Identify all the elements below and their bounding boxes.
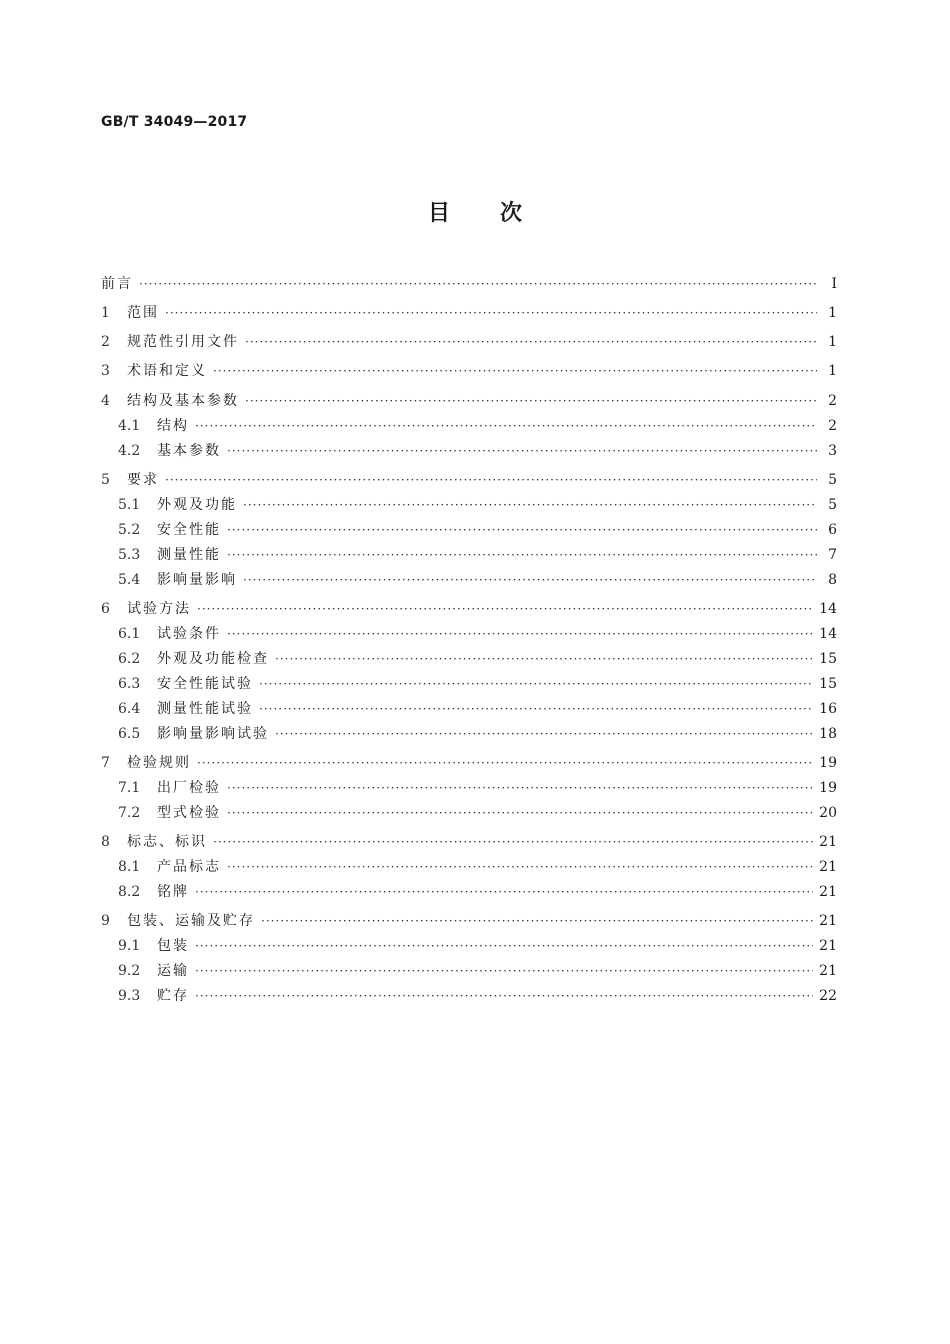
toc-subentry[interactable] [118, 494, 837, 516]
toc-leader-dots [213, 831, 813, 853]
toc-entry-label: 影响量影响试验 [157, 726, 269, 742]
toc-leader-dots [195, 881, 813, 903]
toc-subentry[interactable] [118, 856, 837, 878]
toc-entry[interactable] [101, 360, 837, 382]
toc-entry-number: 6.2 [118, 651, 141, 667]
toc-entry-label: 要求 [127, 472, 159, 488]
toc-entry-number: 6.5 [118, 726, 141, 742]
toc-entry-label: 包装 [157, 938, 189, 954]
toc-entry-page: 1 [828, 334, 837, 350]
toc-leader-dots [227, 802, 813, 824]
toc-entry-page: 21 [819, 834, 837, 850]
toc-entry-number: 4 [101, 393, 110, 409]
toc-entry-label: 检验规则 [127, 755, 191, 771]
toc-entry[interactable] [101, 331, 837, 353]
toc-subentry[interactable] [118, 415, 837, 437]
toc-entry-label: 贮存 [157, 988, 189, 1004]
toc-leader-dots [227, 856, 813, 878]
toc-entry-page: 1 [828, 363, 837, 379]
toc-entry[interactable] [101, 273, 837, 295]
toc-leader-dots [275, 723, 813, 745]
toc-leader-dots [195, 415, 817, 437]
toc-entry-number: 3 [101, 363, 110, 379]
toc-entry-label: 测量性能试验 [157, 701, 253, 717]
toc-leader-dots [259, 673, 813, 695]
toc-leader-dots [245, 331, 817, 353]
toc-entry-page: 3 [828, 443, 837, 459]
toc-entry-page: 2 [828, 418, 837, 434]
toc-leader-dots [259, 698, 813, 720]
toc-entry-label: 结构及基本参数 [127, 393, 239, 409]
toc-entry-label: 外观及功能 [157, 497, 237, 513]
toc-subentry[interactable] [118, 440, 837, 462]
toc-entry-page: 5 [828, 497, 837, 513]
toc-entry-label: 术语和定义 [127, 363, 207, 379]
toc-entry-label: 安全性能试验 [157, 676, 253, 692]
page-title: 目次 [427, 201, 572, 226]
toc-entry-page: 22 [819, 988, 837, 1004]
toc-entry-number: 5.1 [118, 497, 141, 513]
toc-leader-dots [197, 598, 813, 620]
toc-entry-page: 20 [819, 805, 837, 821]
toc-entry-number: 7.1 [118, 780, 141, 796]
toc-entry-label: 标志、标识 [127, 834, 207, 850]
toc-entry-number: 9.2 [118, 963, 141, 979]
toc-entry-page: 5 [828, 472, 837, 488]
toc-entry-page: 19 [819, 780, 837, 796]
toc-subentry[interactable] [118, 960, 837, 982]
toc-entry-number: 5.3 [118, 547, 141, 563]
toc-entry-number: 6.1 [118, 626, 141, 642]
toc-leader-dots [227, 519, 817, 541]
toc-leader-dots [165, 302, 817, 324]
toc-entry-page: 21 [819, 963, 837, 979]
toc-entry-label: 测量性能 [157, 547, 221, 563]
toc-entry-page: 21 [819, 859, 837, 875]
toc-entry-label: 规范性引用文件 [127, 334, 239, 350]
toc-subentry[interactable] [118, 569, 837, 591]
toc-leader-dots [213, 360, 817, 382]
toc-entry-label: 基本参数 [157, 443, 221, 459]
toc-entry-label: 影响量影响 [157, 572, 237, 588]
toc-leader-dots [195, 960, 813, 982]
toc-entry-number: 8.1 [118, 859, 141, 875]
toc-entry-label: 包装、运输及贮存 [127, 913, 255, 929]
toc-entry-page: 1 [828, 305, 837, 321]
toc-subentry[interactable] [118, 623, 837, 645]
toc-entry-number: 9 [101, 913, 110, 929]
toc-entry-page: 16 [819, 701, 837, 717]
toc-subentry[interactable] [118, 698, 837, 720]
toc-leader-dots [227, 623, 813, 645]
toc-entry-label: 结构 [157, 418, 189, 434]
toc-entry-page: 21 [819, 938, 837, 954]
toc-entry-number: 5.2 [118, 522, 141, 538]
toc-entry[interactable] [101, 598, 837, 620]
toc-leader-dots [227, 777, 813, 799]
toc-entry[interactable] [101, 302, 837, 324]
toc-entry-page: 15 [819, 676, 837, 692]
standard-code: GB/T 34049—2017 [101, 114, 248, 130]
toc-leader-dots [243, 569, 817, 591]
toc-leader-dots [139, 273, 817, 295]
toc-entry-number: 8 [101, 834, 110, 850]
toc-entry-label: 安全性能 [157, 522, 221, 538]
toc-entry-label: 型式检验 [157, 805, 221, 821]
toc-subentry[interactable] [118, 802, 837, 824]
toc-entry[interactable] [101, 469, 837, 491]
toc-subentry[interactable] [118, 519, 837, 541]
toc-entry-page: 21 [819, 913, 837, 929]
toc-entry-page: I [831, 276, 837, 292]
toc-entry-label: 试验条件 [157, 626, 221, 642]
toc-leader-dots [275, 648, 813, 670]
toc-leader-dots [195, 935, 813, 957]
toc-entry[interactable] [101, 910, 837, 932]
toc-entry-page: 2 [828, 393, 837, 409]
toc-entry[interactable] [101, 752, 837, 774]
toc-entry-label: 产品标志 [157, 859, 221, 875]
toc-leader-dots [245, 390, 817, 412]
toc-leader-dots [165, 469, 817, 491]
toc-entry-number: 6.4 [118, 701, 141, 717]
toc-leader-dots [261, 910, 813, 932]
toc-entry-page: 21 [819, 884, 837, 900]
toc-entry-number: 4.2 [118, 443, 141, 459]
toc-entry-label: 试验方法 [127, 601, 191, 617]
toc-entry-page: 18 [819, 726, 837, 742]
toc-entry-number: 7 [101, 755, 110, 771]
toc-entry[interactable] [101, 831, 837, 853]
toc-entry-page: 15 [819, 651, 837, 667]
toc-entry-number: 6 [101, 601, 110, 617]
toc-entry-label: 运输 [157, 963, 189, 979]
toc-entry-label: 出厂检验 [157, 780, 221, 796]
toc-leader-dots [227, 544, 817, 566]
toc-leader-dots [227, 440, 817, 462]
toc-entry-label: 范围 [127, 305, 159, 321]
toc-entry-number: 7.2 [118, 805, 141, 821]
toc-subentry[interactable] [118, 673, 837, 695]
toc-subentry[interactable] [118, 985, 837, 1007]
toc-entry[interactable] [101, 390, 837, 412]
toc-subentry[interactable] [118, 648, 837, 670]
toc-leader-dots [243, 494, 817, 516]
toc-entry-number: 5 [101, 472, 110, 488]
toc-entry-number: 9.1 [118, 938, 141, 954]
toc-subentry[interactable] [118, 777, 837, 799]
toc-entry-page: 14 [819, 601, 837, 617]
toc-subentry[interactable] [118, 544, 837, 566]
toc-entry-label: 外观及功能检查 [157, 651, 269, 667]
toc-entry-page: 8 [828, 572, 837, 588]
toc-entry-number: 6.3 [118, 676, 141, 692]
toc-leader-dots [197, 752, 813, 774]
toc-entry-page: 19 [819, 755, 837, 771]
toc-entry-page: 7 [828, 547, 837, 563]
toc-entry-number: 1 [101, 305, 110, 321]
toc-entry-label: 前言 [101, 276, 133, 292]
toc-subentry[interactable] [118, 935, 837, 957]
toc-entry-label: 铭牌 [157, 884, 189, 900]
toc-entry-number: 2 [101, 334, 110, 350]
toc-subentry[interactable] [118, 881, 837, 903]
toc-entry-number: 5.4 [118, 572, 141, 588]
toc-entry-page: 14 [819, 626, 837, 642]
toc-leader-dots [195, 985, 813, 1007]
toc-entry-number: 9.3 [118, 988, 141, 1004]
toc-entry-number: 4.1 [118, 418, 141, 434]
toc-entry-page: 6 [828, 522, 837, 538]
toc-subentry[interactable] [118, 723, 837, 745]
toc-entry-number: 8.2 [118, 884, 141, 900]
